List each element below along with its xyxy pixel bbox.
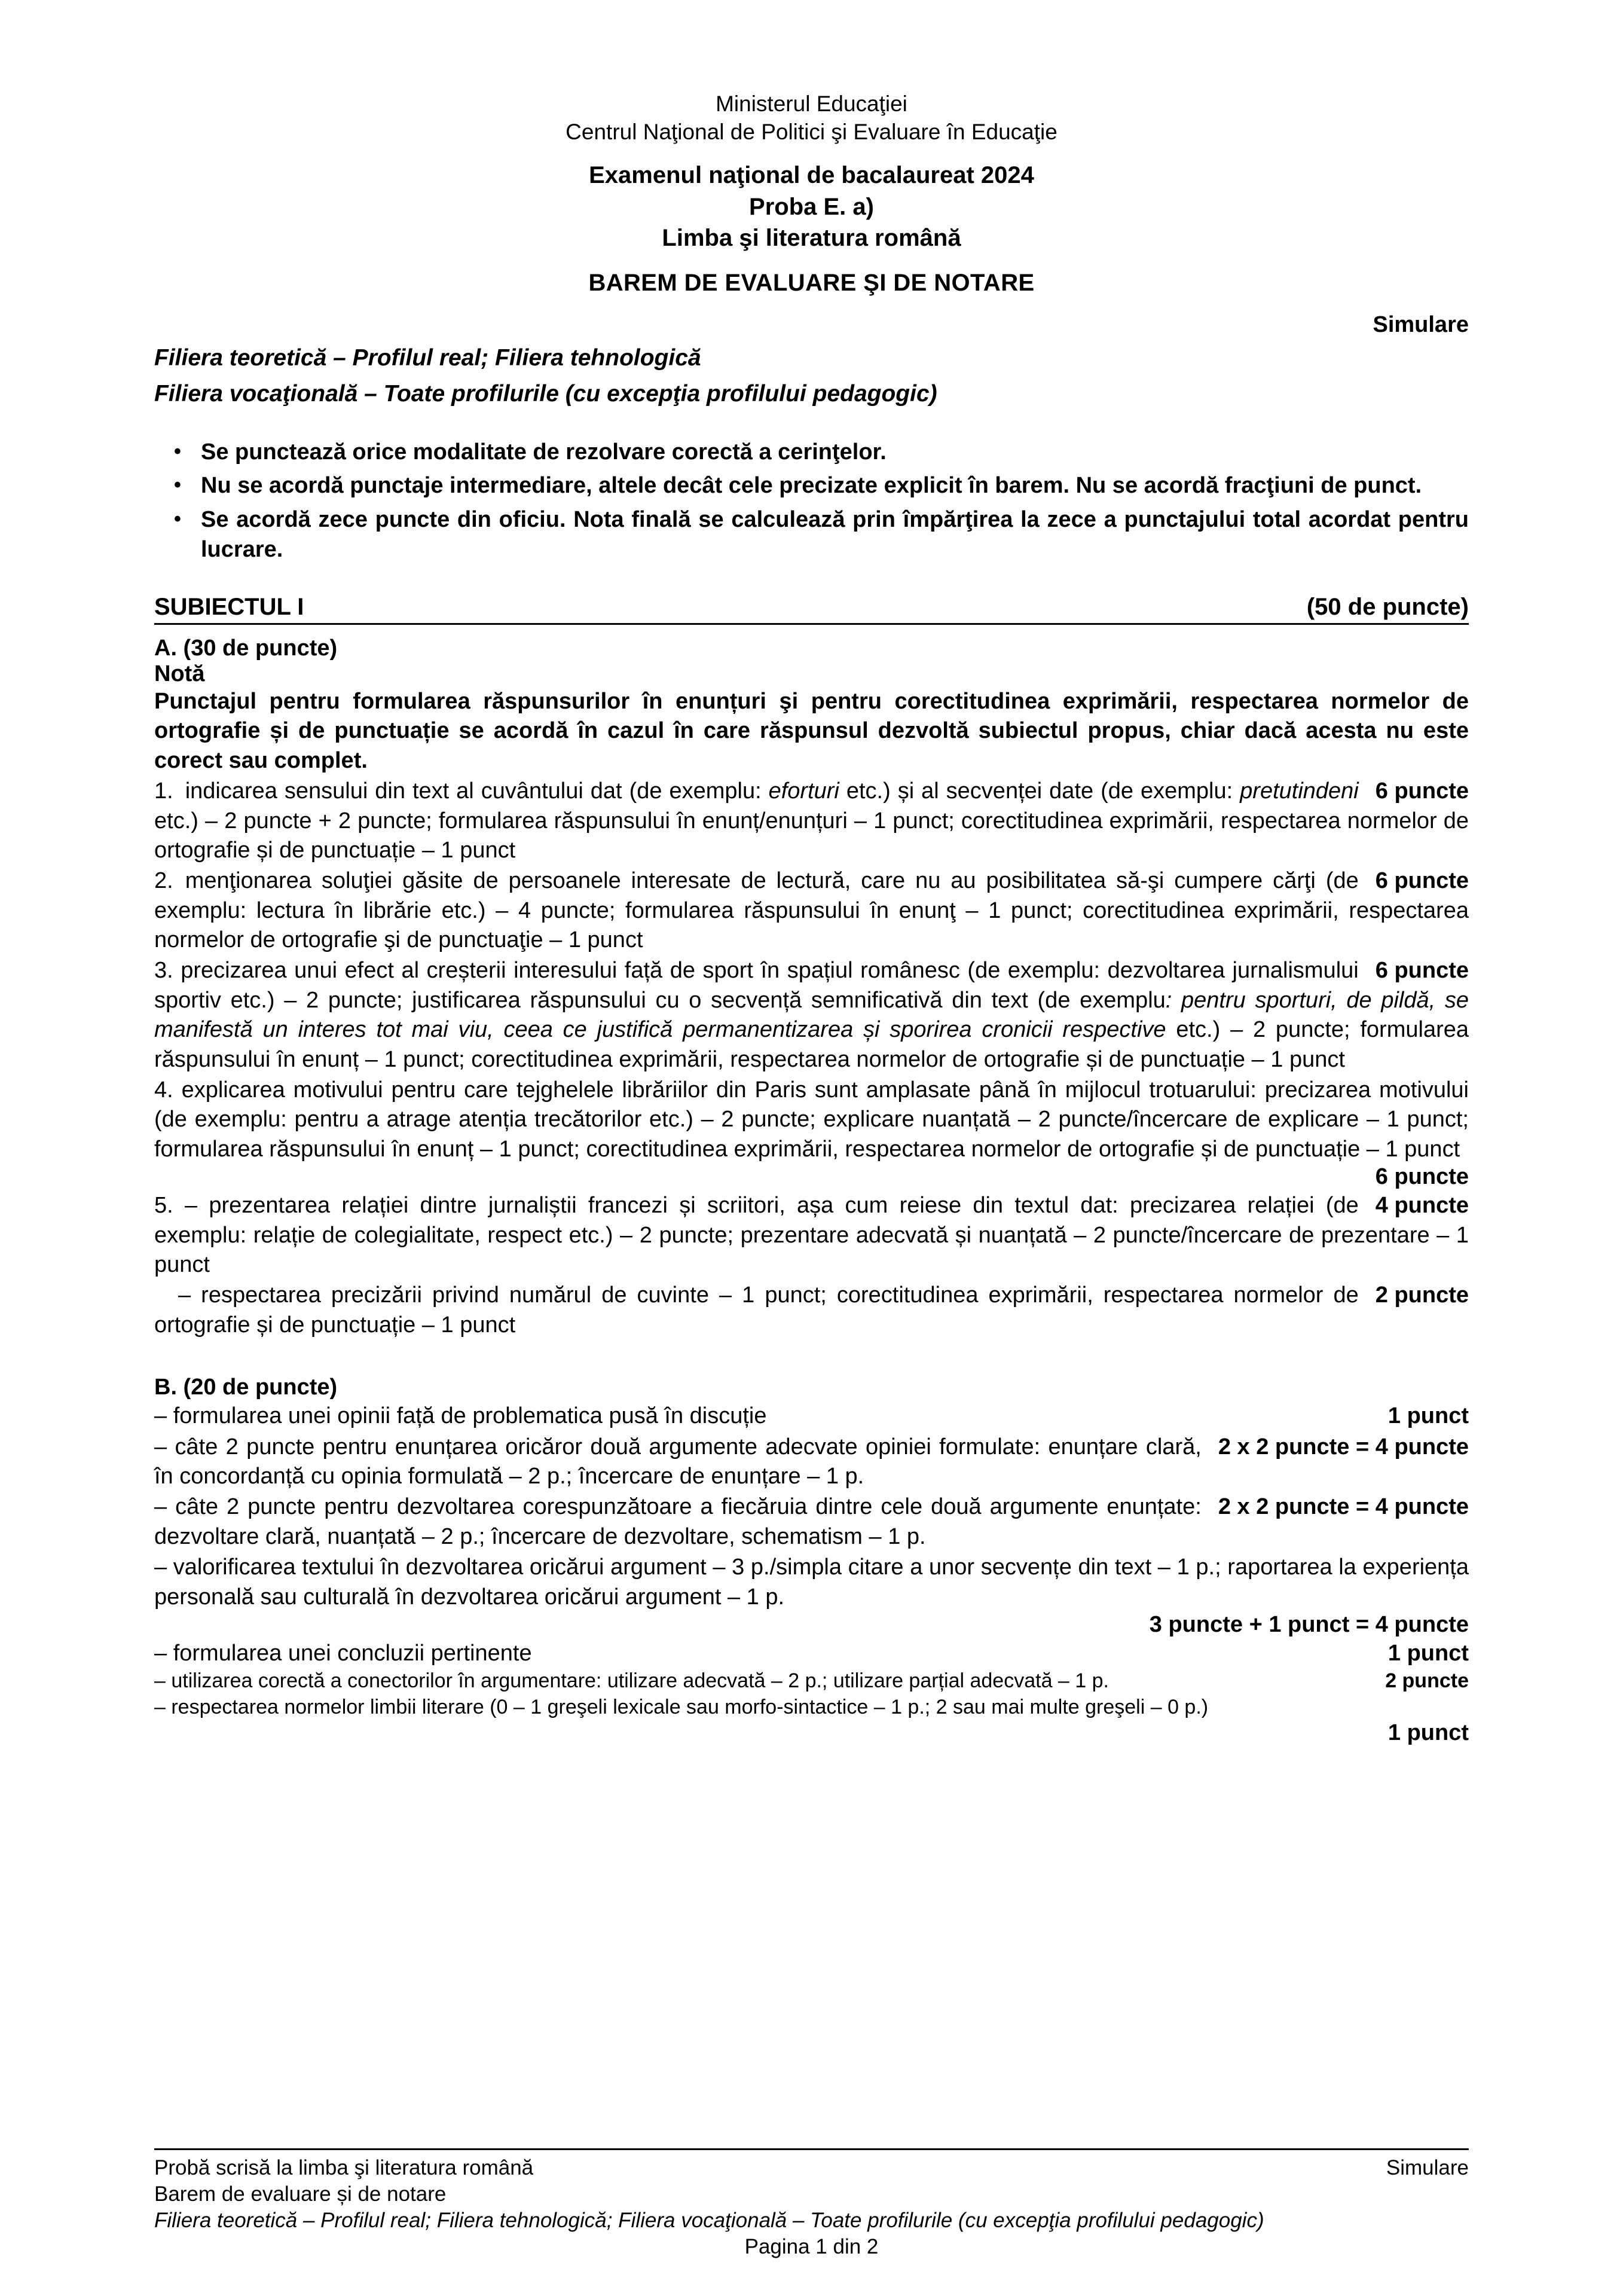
part-b-text-3: – câte 2 puncte pentru dezvoltarea corespunzătoare a fiecăruia dintre cele două argumente enunțate: dezvoltare clară, nuanțată – 2 p.; încercare de dezvoltare, schematism – 1 p.	[154, 1494, 1202, 1549]
item-1-text-1: indicarea sensului din text al cuvântului dat (de exemplu:	[185, 778, 769, 804]
barem-item-4	[154, 1076, 1469, 1164]
ministry-line: Ministerul Educaţiei	[716, 91, 907, 116]
bullet-icon: •	[174, 439, 181, 463]
part-b-line-3	[154, 1492, 1469, 1552]
barem-item-5	[154, 1191, 1469, 1280]
rule-text: Nu se acordă punctaje intermediare, altele decât cele precizate explicit în barem. Nu se acordă fracţiuni de punct.	[201, 473, 1422, 499]
part-b-points-6: 2 puncte	[1385, 1669, 1469, 1693]
part-b-line-6	[154, 1668, 1469, 1694]
item-5-number: 5.	[154, 1193, 173, 1219]
barem-heading: BAREM DE EVALUARE ŞI DE NOTARE	[588, 270, 1035, 297]
item-4-number: 4.	[154, 1077, 173, 1103]
proba-line: Proba E. a)	[749, 193, 874, 220]
part-b-text-1: – formularea unei opinii față de problematica pusă în discuție	[154, 1403, 767, 1429]
part-b-points-5: 1 punct	[1387, 1640, 1469, 1666]
part-b-line-1	[154, 1402, 1469, 1431]
part-b-points-1: 1 punct	[1387, 1403, 1469, 1429]
list-item	[154, 471, 1469, 501]
part-b-text-5: – formularea unei concluzii pertinente	[154, 1640, 532, 1666]
part-b-points-3: 2 x 2 puncte = 4 puncte	[1218, 1494, 1469, 1520]
item-1-number: 1.	[154, 778, 173, 804]
title-block	[154, 160, 1469, 254]
rule-text: Se acordă zece puncte din oficiu. Nota finală se calculează prin împărţirea la zece a punctajului total acordat pentru lucrare.	[201, 506, 1469, 563]
footer-left-1: Probă scrisă la limba şi literatura română	[154, 2155, 534, 2179]
part-b-text-7: – respectarea normelor limbii literare (0 – 1 greşeli lexicale sau morfo-sintactice – 1 p.; 2 sau mai multe greşeli – 0 p.)	[154, 1695, 1209, 1718]
general-rules-list	[154, 437, 1469, 565]
footer-right-1: Simulare	[1386, 2155, 1469, 2179]
item-2-text: menţionarea soluţiei găsite de persoanele interesate de lectură, care nu au posibilitatea să-şi cumpere cărţi (de exemplu: lectura în librărie etc.) – 4 puncte; formularea răspunsului în enunţ – 1 punct; corectitudinea exprimării, respectarea normelor de ortografie şi de punctuaţie – 1 punct	[154, 868, 1469, 953]
item-5-points: 4 puncte	[1375, 1193, 1469, 1219]
footer-divider	[154, 2148, 1469, 2150]
barem-item-5b	[154, 1281, 1469, 1340]
center-line: Centrul Naţional de Politici şi Evaluare în Educaţie	[566, 120, 1057, 145]
barem-item-3	[154, 956, 1469, 1074]
part-b-text-2: – câte 2 puncte pentru enunțarea oricăror două argumente adecvate opiniei formulate: enunțare clară, în concordanță cu opinia formulată – 2 p.; încercare de enunțare – 1 p.	[154, 1434, 1202, 1489]
simulare-label: Simulare	[1373, 312, 1469, 338]
part-b-points-7: 1 punct	[1387, 1720, 1469, 1746]
item-5-text-1: – prezentarea relației dintre jurnaliștii francezi și scriitori, așa cum reiese din textul dat: precizarea relației (de exemplu: relație de colegialitate, respect etc.) – 2 puncte; prezentare adecvată și nuanțată – 2 puncte/încercare de prezentare – 1 punct	[154, 1193, 1469, 1277]
part-b-text-4: – valorificarea textului în dezvoltarea oricărui argument – 3 p./simpla citare a unor secvențe din text – 1 p.; raportarea la experiența personală sau culturală în dezvoltarea oricărui argument – 1 p.	[154, 1555, 1469, 1610]
footer-row-1	[154, 2155, 1469, 2181]
item-3-number: 3.	[154, 958, 173, 984]
item-1-italic-1: eforturi	[768, 778, 839, 804]
item-1-text-3: etc.) – 2 puncte + 2 puncte; formularea răspunsului în enunț/enunțuri – 1 punct; corectitudinea exprimării, respectarea normelor de ortografie și de punctuație – 1 punct	[154, 808, 1469, 863]
bullet-icon: •	[174, 474, 181, 497]
item-1-text-2: etc.) și al secvenței date (de exemplu:	[839, 778, 1240, 804]
subiect-i-label: SUBIECTUL I	[154, 593, 304, 620]
part-b-points-4: 3 puncte + 1 punct = 4 puncte	[1149, 1611, 1469, 1637]
part-b-line-7	[154, 1694, 1469, 1721]
item-2-number: 2.	[154, 868, 173, 894]
part-b-label: B. (20 de puncte)	[154, 1375, 338, 1400]
filiera-line-2: Filiera vocaţională – Toate profilurile (cu excepţia profilului pedagogic)	[154, 380, 937, 407]
part-b-line-2	[154, 1433, 1469, 1492]
bullet-icon: •	[174, 507, 181, 530]
item-5-text-2: – respectarea precizării privind numărul de cuvinte – 1 punct; corectitudinea exprimării, respectarea normelor de ortografie și de punctuație – 1 punct	[154, 1283, 1359, 1338]
item-2-points: 6 puncte	[1375, 868, 1469, 894]
barem-item-1	[154, 777, 1469, 865]
subiect-i-header	[154, 594, 1469, 625]
part-a-label: A. (30 de puncte)	[154, 635, 338, 661]
filiera-line-1: Filiera teoretică – Profilul real; Filiera tehnologică	[154, 345, 701, 371]
item-4-points: 6 puncte	[1375, 1164, 1469, 1190]
subiect-i-points: (50 de puncte)	[1306, 593, 1469, 620]
item-4-text: explicarea motivului pentru care tejghelele librăriilor din Paris sunt amplasate până în mijlocul trotuarului: precizarea motivului (de exemplu: pentru a atrage atenția trecătorilor etc.) – 2 puncte; explicare nuanțată – 2 puncte/încercare de explicare – 1 punct; formularea răspunsului în enunț – 1 punct; corectitudinea exprimării, respectarea normelor de ortografie și de punctuație – 1 punct	[154, 1077, 1469, 1162]
item-3-points: 6 puncte	[1375, 958, 1469, 984]
part-b-line-5	[154, 1639, 1469, 1668]
item-5-points-2: 2 puncte	[1375, 1283, 1469, 1308]
page-footer	[154, 2148, 1469, 2259]
footer-left-2: Barem de evaluare și de notare	[154, 2182, 447, 2206]
list-item	[154, 437, 1469, 468]
rule-text: Se punctează orice modalitate de rezolvare corectă a cerinţelor.	[201, 439, 887, 465]
footer-row-2	[154, 2181, 1469, 2208]
item-3-text-2: etc.) – 2 puncte; formularea răspunsului în enunț – 1 punct; corectitudinea exprimării, respectarea normelor de ortografie și de punctuație – 1 punct	[154, 1017, 1469, 1072]
part-b-line-4	[154, 1553, 1469, 1612]
exam-title: Examenul naţional de bacalaureat 2024	[589, 161, 1034, 188]
header-block	[154, 90, 1469, 146]
part-b-points-2: 2 x 2 puncte = 4 puncte	[1218, 1434, 1469, 1460]
item-3-text-1: precizarea unui efect al creșterii interesului față de sport în spațiul românesc (de exemplu: dezvoltarea jurnalismului sportiv etc.) – 2 puncte; justificarea răspunsului cu o secvență semnificativă din text (de exemplu	[154, 958, 1359, 1013]
nota-text: Punctajul pentru formularea răspunsurilor în enunțuri şi pentru corectitudinea exprimării, respectarea normelor de ortografie și de punctuație se acordă în cazul în care răspunsul dezvoltă subiectul propus, chiar dacă acesta nu este corect sau complet.	[154, 688, 1469, 773]
footer-page-number: Pagina 1 din 2	[744, 2235, 879, 2258]
barem-item-2	[154, 866, 1469, 955]
item-1-italic-2: pretutindeni	[1240, 778, 1359, 804]
list-item	[154, 505, 1469, 565]
subject-line: Limba şi literatura română	[662, 225, 961, 252]
item-3-italic-1: : pentru sporturi, de pildă, se manifestă un interes tot mai viu, ceea ce justifică permanentizarea și sporirea cronicii respective	[154, 987, 1469, 1043]
part-b-text-6: – utilizarea corectă a conectorilor în argumentare: utilizare adecvată – 2 p.; utilizare parțial adecvată – 1 p.	[154, 1669, 1109, 1693]
footer-filiera: Filiera teoretică – Profilul real; Filiera tehnologică; Filiera vocaţională – Toate profilurile (cu excepţia profilului pedagogic)	[154, 2208, 1264, 2232]
nota-label: Notă	[154, 661, 205, 686]
item-1-points: 6 puncte	[1375, 778, 1469, 804]
